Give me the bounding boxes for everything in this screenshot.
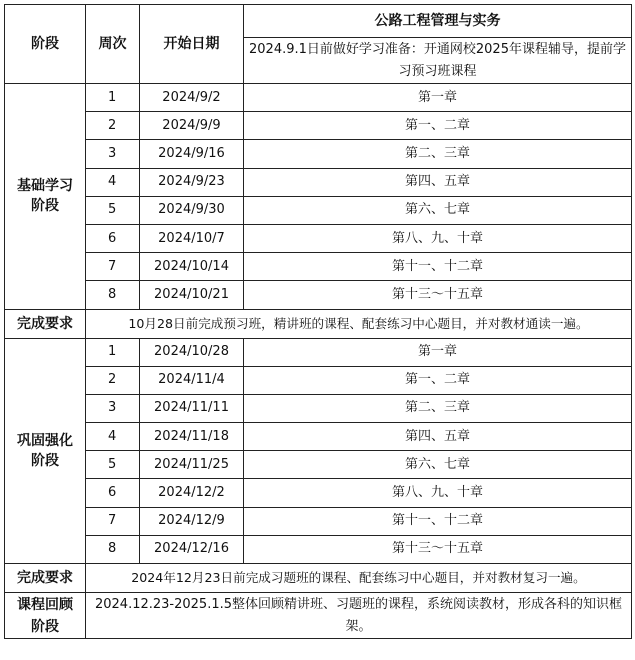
content-cell: 第一章: [244, 84, 632, 112]
week-cell: 8: [86, 535, 140, 563]
date-cell: 2024/9/30: [140, 196, 244, 224]
date-cell: 2024/11/25: [140, 451, 244, 479]
date-cell: 2024/11/18: [140, 423, 244, 451]
review-row: [5, 593, 632, 639]
week-cell: 4: [86, 423, 140, 451]
content-cell: 第十三～十五章: [244, 535, 632, 563]
study-schedule-table: [4, 4, 632, 639]
date-cell: 2024/10/14: [140, 253, 244, 281]
content-cell: 第四、五章: [244, 423, 632, 451]
requirement-text: 2024年12月23日前完成习题班的课程、配套练习中心题目，并对教材复习一遍。: [86, 564, 632, 593]
date-cell: 2024/10/21: [140, 281, 244, 309]
week-cell: 6: [86, 479, 140, 507]
content-cell: 第十一、十二章: [244, 507, 632, 535]
date-cell: 2024/10/28: [140, 338, 244, 366]
table-row: [5, 253, 632, 281]
week-cell: 5: [86, 196, 140, 224]
table-row: [5, 394, 632, 422]
table-row: [5, 451, 632, 479]
stage-label: 巩固强化阶段: [5, 338, 86, 564]
week-cell: 6: [86, 224, 140, 252]
date-cell: 2024/12/16: [140, 535, 244, 563]
week-cell: 2: [86, 366, 140, 394]
date-cell: 2024/11/11: [140, 394, 244, 422]
header-start-date: 开始日期: [140, 5, 244, 84]
requirement-label: 完成要求: [5, 564, 86, 593]
review-stage-label: 课程回顾阶段: [5, 593, 86, 639]
week-cell: 1: [86, 338, 140, 366]
date-cell: 2024/9/16: [140, 140, 244, 168]
content-cell: 第二、三章: [244, 140, 632, 168]
content-cell: 第一、二章: [244, 366, 632, 394]
content-cell: 第六、七章: [244, 196, 632, 224]
header-subject: 公路工程管理与实务: [244, 5, 632, 38]
table-row: [5, 196, 632, 224]
content-cell: 第一、二章: [244, 112, 632, 140]
week-cell: 4: [86, 168, 140, 196]
table-row: [5, 479, 632, 507]
week-cell: 7: [86, 507, 140, 535]
date-cell: 2024/12/9: [140, 507, 244, 535]
header-prep-note: 2024.9.1日前做好学习准备：开通网校2025年课程辅导，提前学习预习班课程: [244, 38, 632, 84]
content-cell: 第八、九、十章: [244, 224, 632, 252]
stage-label: 基础学习阶段: [5, 84, 86, 310]
date-cell: 2024/10/7: [140, 224, 244, 252]
requirement-label: 完成要求: [5, 309, 86, 338]
table-row: [5, 112, 632, 140]
week-cell: 2: [86, 112, 140, 140]
table-row: [5, 338, 632, 366]
week-cell: 8: [86, 281, 140, 309]
week-cell: 1: [86, 84, 140, 112]
table-row: [5, 423, 632, 451]
week-cell: 7: [86, 253, 140, 281]
week-cell: 3: [86, 394, 140, 422]
table-row: [5, 224, 632, 252]
requirement-row: [5, 309, 632, 338]
content-cell: 第六、七章: [244, 451, 632, 479]
review-text: 2024.12.23-2025.1.5整体回顾精讲班、习题班的课程，系统阅读教材，形成各科的知识框架。: [86, 593, 632, 639]
table-row: [5, 168, 632, 196]
week-cell: 3: [86, 140, 140, 168]
requirement-row: [5, 564, 632, 593]
date-cell: 2024/12/2: [140, 479, 244, 507]
requirement-text: 10月28日前完成预习班，精讲班的课程、配套练习中心题目，并对教材通读一遍。: [86, 309, 632, 338]
table-row: [5, 281, 632, 309]
table-row: [5, 140, 632, 168]
date-cell: 2024/9/9: [140, 112, 244, 140]
header-stage: 阶段: [5, 5, 86, 84]
date-cell: 2024/9/2: [140, 84, 244, 112]
table-row: [5, 366, 632, 394]
header-week: 周次: [86, 5, 140, 84]
content-cell: 第二、三章: [244, 394, 632, 422]
week-cell: 5: [86, 451, 140, 479]
content-cell: 第八、九、十章: [244, 479, 632, 507]
table-row: [5, 84, 632, 112]
content-cell: 第十一、十二章: [244, 253, 632, 281]
table-row: [5, 507, 632, 535]
date-cell: 2024/11/4: [140, 366, 244, 394]
content-cell: 第十三～十五章: [244, 281, 632, 309]
table-row: [5, 535, 632, 563]
content-cell: 第四、五章: [244, 168, 632, 196]
content-cell: 第一章: [244, 338, 632, 366]
date-cell: 2024/9/23: [140, 168, 244, 196]
